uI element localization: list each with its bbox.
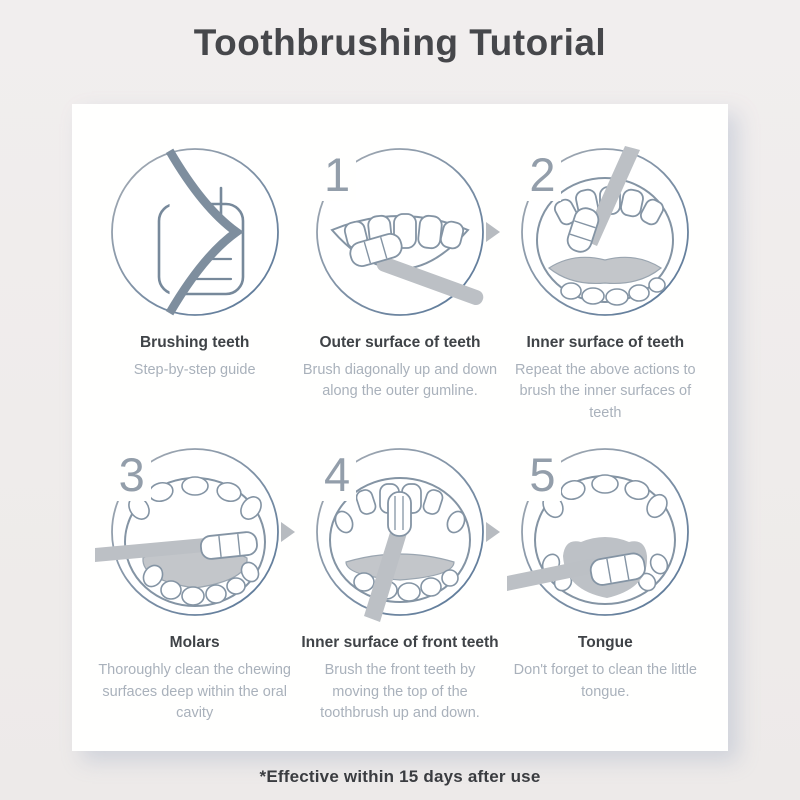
step-description: Thoroughly clean the chewing surfaces deep within the oral cavity (98, 662, 291, 722)
tutorial-step-3 (96, 446, 293, 724)
tutorial-step-2 (507, 146, 704, 424)
tutorial-step-intro (96, 146, 293, 424)
next-step-arrow-icon (486, 222, 500, 242)
step-number: 2 (523, 150, 561, 201)
steps-grid (96, 146, 704, 725)
page-title: Toothbrushing Tutorial (193, 22, 607, 63)
step-illustration (109, 146, 281, 318)
step-number: 4 (318, 450, 356, 501)
step-title: Outer surface of teeth (319, 334, 481, 351)
step-number: 3 (113, 450, 151, 501)
step-number: 5 (523, 450, 561, 501)
step-title: Inner surface of front teeth (301, 634, 499, 652)
step-description: Step-by-step guide (133, 362, 256, 378)
step-description: Repeat the above actions to brush the inner surfaces of teeth (515, 362, 696, 421)
next-step-arrow-icon (281, 522, 295, 542)
step-illustration (519, 146, 691, 318)
next-step-arrow-icon (486, 522, 500, 542)
step-illustration (519, 446, 691, 618)
step-title: Molars (169, 634, 220, 652)
tutorial-step-4 (301, 446, 498, 724)
step-illustration (314, 446, 486, 618)
step-description: Brush diagonally up and down along the outer gumline. (302, 362, 498, 400)
tutorial-step-5 (507, 446, 704, 724)
step-title: Inner surface of teeth (526, 334, 685, 351)
step-illustration (109, 446, 281, 618)
step-title: Tongue (577, 634, 633, 652)
effectiveness-footnote: *Effective within 15 days after use (259, 766, 541, 786)
speech-bubble-notch (117, 146, 289, 318)
tutorial-step-1 (301, 146, 498, 424)
step-title: Brushing teeth (139, 334, 250, 351)
tutorial-card (72, 104, 728, 751)
step-description: Don't forget to clean the little tongue. (513, 662, 697, 700)
step-number: 1 (318, 150, 356, 201)
step-illustration (314, 146, 486, 318)
step-description: Brush the front teeth by moving the top of the toothbrush up and down. (320, 662, 480, 722)
